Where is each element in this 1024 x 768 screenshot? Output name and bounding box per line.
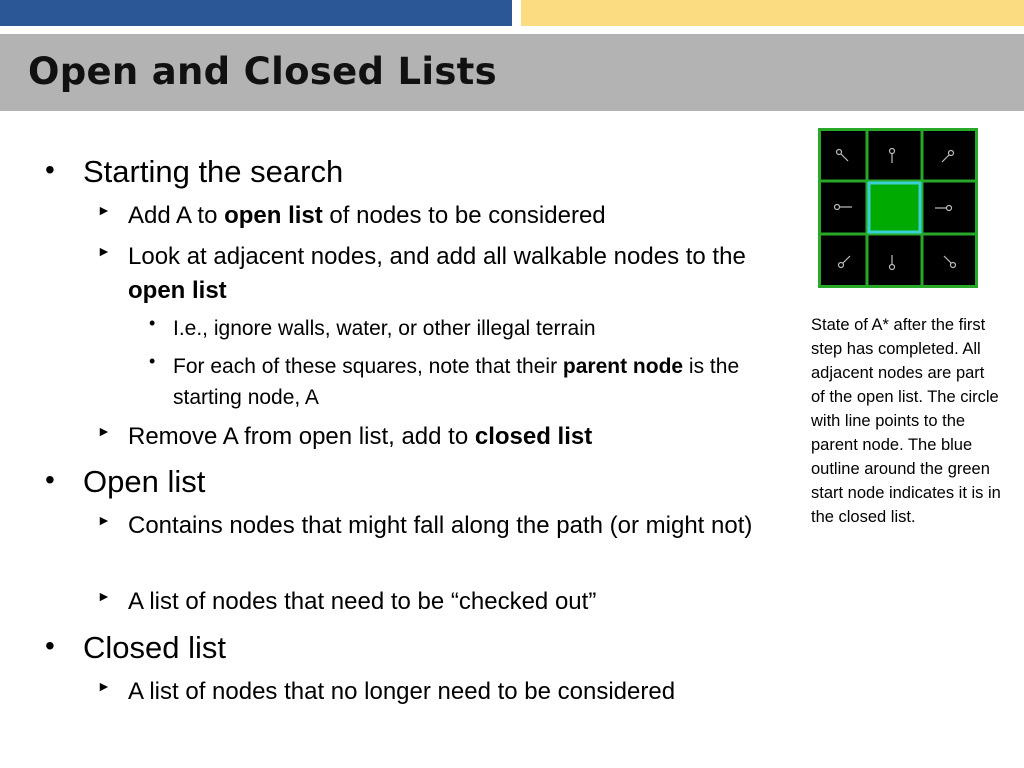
bullet-text: A list of nodes that need to be “checked out”	[128, 588, 597, 615]
bullet-parent-node	[149, 351, 763, 413]
bullet-text: Closed list	[83, 630, 226, 665]
bullet-add-a	[97, 199, 798, 233]
bullet-dot: •	[149, 351, 156, 371]
bullet-text: Look at adjacent nodes, and add all walkable nodes to the open list	[128, 243, 746, 304]
bullet-arrow: ►	[97, 243, 111, 259]
bullet-starting-search	[45, 154, 344, 190]
top-bar-blue	[0, 0, 512, 26]
bullet-text: Contains nodes that might fall along the path (or might not)	[128, 512, 753, 539]
bullet-dot: •	[149, 313, 156, 333]
bullet-text: Remove A from open list, add to closed list	[128, 423, 593, 450]
bullet-checked-out	[97, 585, 798, 619]
bullet-text: I.e., ignore walls, water, or other illegal terrain	[173, 317, 596, 340]
bullet-open-list	[45, 464, 206, 500]
bullet-text: Add A to open list of nodes to be considered	[128, 202, 606, 229]
bullet-arrow: ►	[97, 202, 111, 218]
bullet-arrow: ►	[97, 423, 111, 439]
bullet-arrow: ►	[97, 512, 111, 528]
astar-grid-figure	[818, 128, 978, 288]
bullet-ignore-walls	[149, 313, 773, 344]
bullet-text: Starting the search	[83, 154, 344, 189]
bullet-arrow: ►	[97, 588, 111, 604]
bullet-closed-list	[45, 630, 226, 666]
bullet-dot: •	[45, 464, 55, 495]
figure-caption: State of A* after the first step has completed. All adjacent nodes are part of the open list. The circle with line points to the parent node. The blue outline around the green start node indicates it is in the closed list.	[811, 316, 1001, 526]
bullet-contains-nodes	[97, 509, 768, 543]
bullet-no-longer	[97, 675, 808, 709]
start-node	[869, 183, 920, 232]
bullet-arrow: ►	[97, 678, 111, 694]
bullet-dot: •	[45, 630, 55, 661]
top-bar-yellow	[521, 0, 1024, 26]
slide-title: Open and Closed Lists	[28, 50, 497, 93]
bullet-text: For each of these squares, note that their parent node is the starting node, A	[173, 355, 740, 409]
bullet-text: Open list	[83, 464, 206, 499]
bullet-look-adjacent	[97, 240, 798, 308]
bullet-dot: •	[45, 154, 55, 185]
bullet-remove-a	[97, 420, 798, 454]
bullet-text: A list of nodes that no longer need to be considered	[128, 678, 676, 705]
